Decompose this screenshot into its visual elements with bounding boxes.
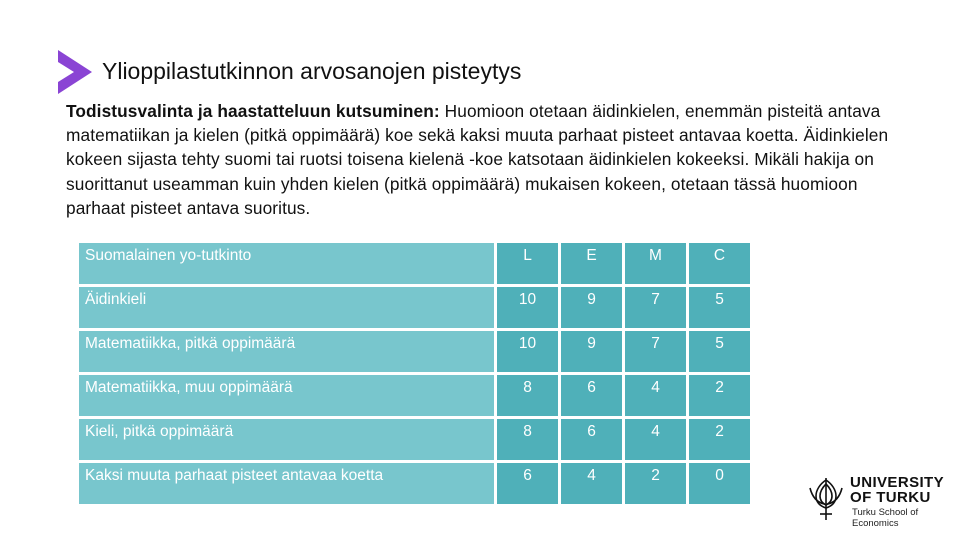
score-cell: 6	[561, 419, 622, 460]
table-row	[79, 463, 750, 504]
table-row	[79, 287, 750, 328]
header-cell-E: E	[561, 243, 622, 284]
header-cell-exam: Suomalainen yo-tutkinto	[79, 243, 494, 284]
torch-emblem-icon	[806, 474, 846, 522]
intro-body-text: Huomioon otetaan äidinkielen, enemmän pisteitä antava matematiikan ja kielen (pitkä oppimäärä) koe sekä kaksi muuta parhaat pisteet antavaa koetta. Äidinkielen kokeen sijasta tehty suomi tai ruotsi toisena kielenä -koe katsotaan äidinkielen kokeeksi. Mikäli hakija on suorittanut useamman kuin yhden kielen (pitkä oppimäärä) mukaisen kokeen, otetaan tässä huomioon parhaat pisteet antava suoritus.	[66, 101, 889, 218]
row-label: Kieli, pitkä oppimäärä	[79, 419, 494, 460]
intro-paragraph	[66, 99, 912, 220]
logo-line-economics: Economics	[852, 518, 899, 529]
score-cell: 8	[497, 419, 558, 460]
table-row	[79, 331, 750, 372]
score-cell: 7	[625, 287, 686, 328]
row-label: Äidinkieli	[79, 287, 494, 328]
logo-line-school: Turku School of	[852, 507, 919, 518]
score-cell: 4	[625, 419, 686, 460]
score-cell: 10	[497, 287, 558, 328]
score-cell: 2	[625, 463, 686, 504]
score-cell: 5	[689, 331, 750, 372]
table-header-row	[79, 243, 750, 284]
row-label: Matematiikka, muu oppimäärä	[79, 375, 494, 416]
row-label: Matematiikka, pitkä oppimäärä	[79, 331, 494, 372]
score-cell: 5	[689, 287, 750, 328]
header-cell-M: M	[625, 243, 686, 284]
score-cell: 0	[689, 463, 750, 504]
header-cell-C: C	[689, 243, 750, 284]
table-row	[79, 375, 750, 416]
table-row	[79, 419, 750, 460]
score-cell: 6	[561, 375, 622, 416]
intro-bold-lead: Todistusvalinta ja haastatteluun kutsuminen:	[66, 101, 440, 121]
row-label: Kaksi muuta parhaat pisteet antavaa koetta	[79, 463, 494, 504]
score-cell: 10	[497, 331, 558, 372]
score-cell: 9	[561, 331, 622, 372]
score-cell: 8	[497, 375, 558, 416]
score-cell: 2	[689, 375, 750, 416]
score-cell: 2	[689, 419, 750, 460]
score-cell: 9	[561, 287, 622, 328]
score-cell: 6	[497, 463, 558, 504]
score-cell: 4	[561, 463, 622, 504]
university-logo	[806, 472, 956, 532]
chevron-arrow-icon	[56, 50, 92, 94]
slide-title: Ylioppilastutkinnon arvosanojen pisteytys	[102, 58, 522, 84]
score-cell: 4	[625, 375, 686, 416]
header-cell-L: L	[497, 243, 558, 284]
logo-line-university: UNIVERSITY	[850, 474, 945, 491]
logo-line-of-turku: OF TURKU	[850, 489, 931, 506]
score-cell: 7	[625, 331, 686, 372]
score-table	[76, 240, 753, 507]
